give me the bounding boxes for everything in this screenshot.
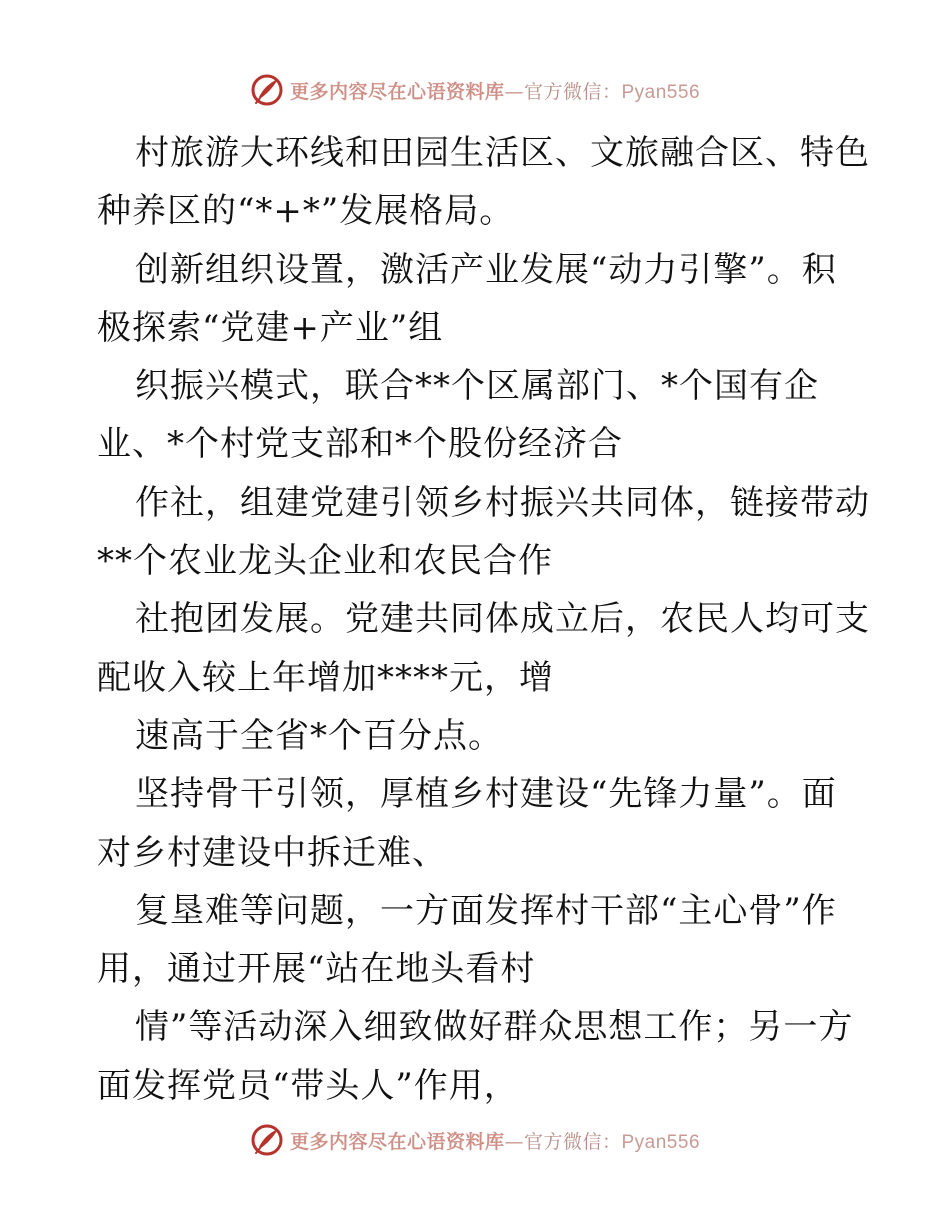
body-text-line: 对乡村建设中拆迁难、 <box>97 832 447 873</box>
footer-separator: — <box>504 1130 524 1153</box>
header-banner-text <box>290 77 700 104</box>
footer-watermark-banner <box>0 1120 950 1160</box>
feather-pen-logo-icon <box>250 1123 284 1157</box>
body-text-line: 社抱团发展。党建共同体成立后，农民人均可支 <box>135 599 870 640</box>
body-text-line: 坚持骨干引领，厚植乡村建设“先锋力量”。面 <box>135 774 837 815</box>
body-text-line: 创新组织设置，激活产业发展“动力引擎”。积 <box>135 249 837 290</box>
header-watermark-banner <box>0 70 950 110</box>
footer-official-text: 官方微信： <box>523 1130 622 1153</box>
document-body <box>97 124 870 1115</box>
header-official-text: 官方微信： <box>523 80 622 103</box>
body-text-line: 用，通过开展“站在地头看村 <box>97 949 536 990</box>
body-text-line: **个农业龙头企业和农民合作 <box>97 541 553 582</box>
header-brand-text: 更多内容尽在心语资料库 <box>289 80 505 103</box>
body-text-line: 速高于全省*个百分点。 <box>135 715 503 756</box>
body-text-line: 复垦难等问题，一方面发挥村干部“主心骨”作 <box>135 890 837 931</box>
body-text-line: 面发挥党员“带头人”作用， <box>97 1065 519 1106</box>
body-text-line: 织振兴模式，联合**个区属部门、*个国有企 <box>135 366 819 407</box>
header-separator: — <box>504 80 524 103</box>
footer-brand-text: 更多内容尽在心语资料库 <box>289 1130 505 1153</box>
footer-banner-text <box>290 1127 700 1154</box>
body-text-line: 配收入较上年增加****元，增 <box>97 657 554 698</box>
body-text-line: 种养区的“*+*”发展格局。 <box>97 191 515 232</box>
footer-handle: Pyan556 <box>621 1131 701 1153</box>
body-text-line: 村旅游大环线和田园生活区、文旅融合区、特色 <box>135 133 870 173</box>
body-text-line: 业、*个村党支部和*个股份经济合 <box>97 424 623 465</box>
feather-pen-logo-icon <box>250 73 284 107</box>
header-handle: Pyan556 <box>621 81 701 103</box>
body-text-line: 极探索“党建+产业”组 <box>97 307 444 348</box>
body-text-line: 情”等活动深入细致做好群众思想工作；另一方 <box>135 1007 854 1048</box>
body-text-line: 作社，组建党建引领乡村振兴共同体，链接带动 <box>135 482 870 523</box>
